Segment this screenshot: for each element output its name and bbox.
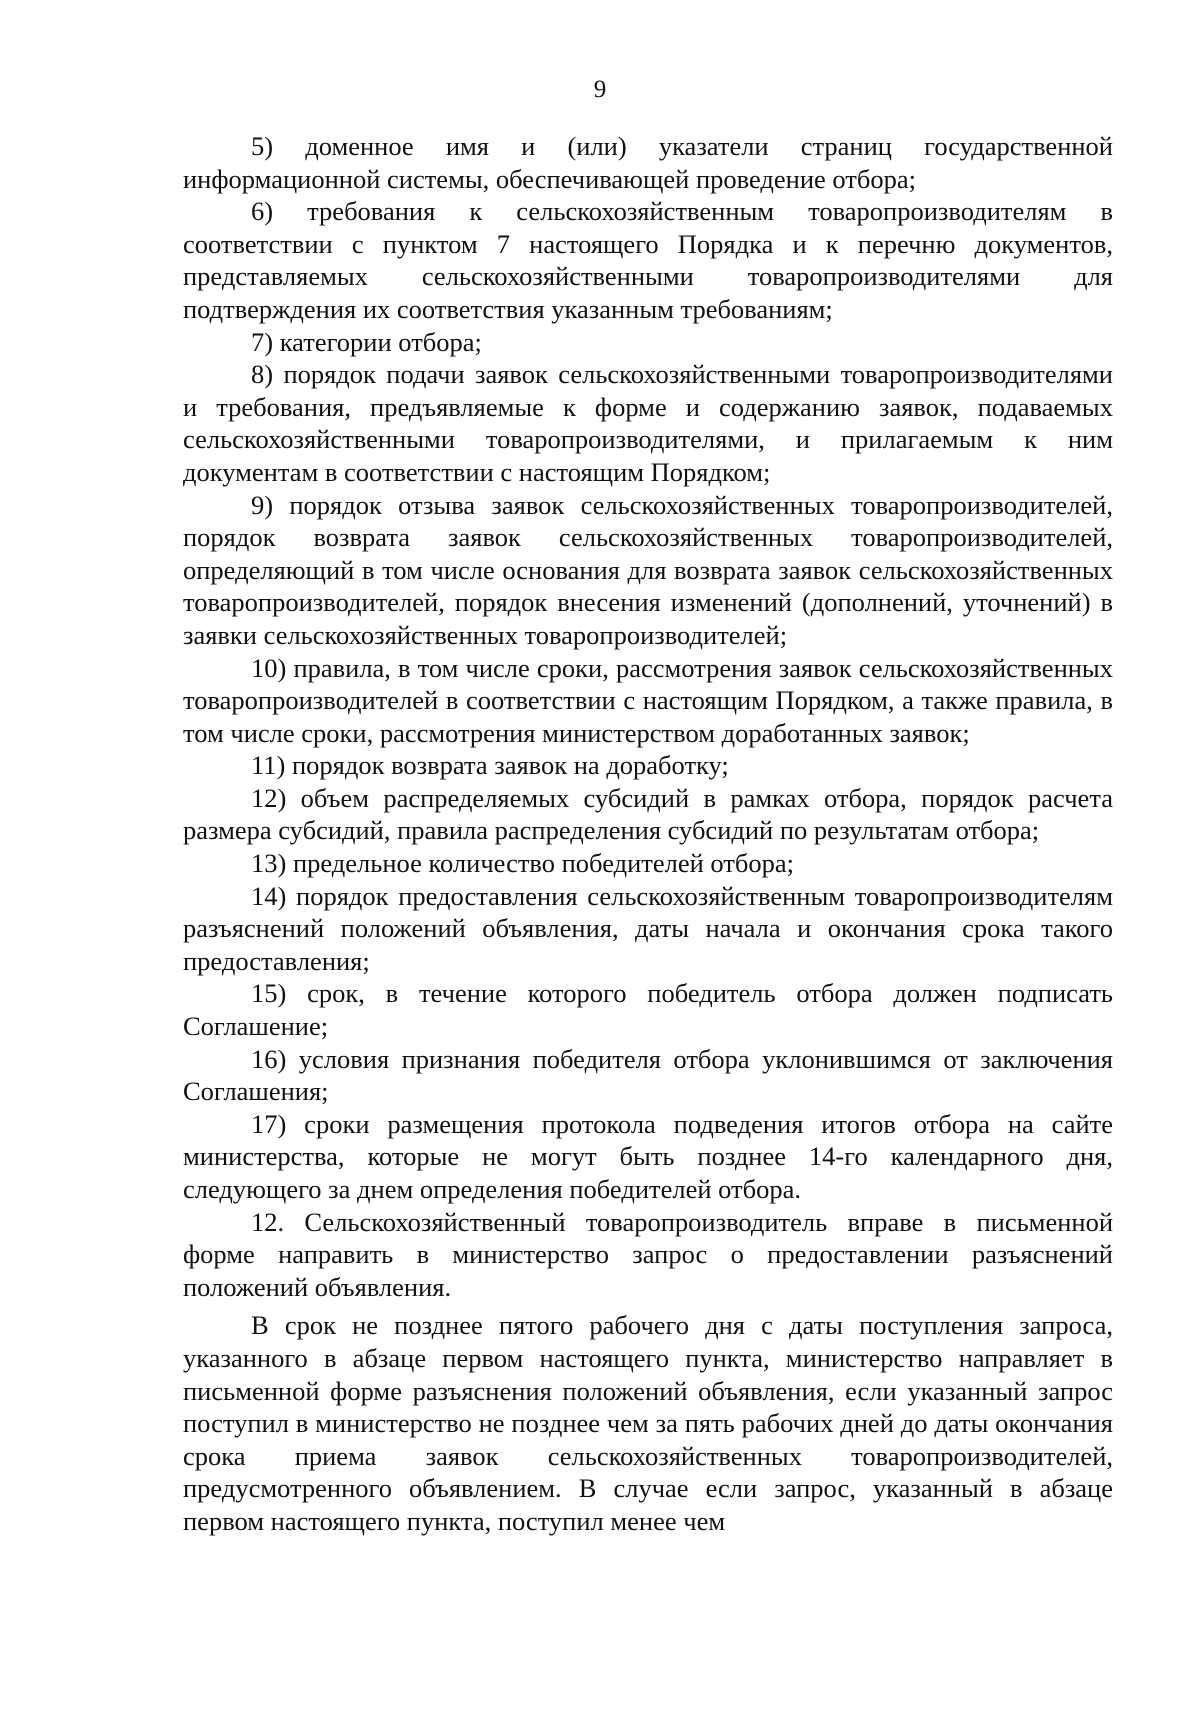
- list-item-12: 12) объем распределяемых субсидий в рамках отбора, порядок расчета размера субсидий, правила распределения субсидий по результатам отбора;: [183, 782, 1113, 846]
- list-item-13: 13) предельное количество победителей отбора;: [251, 848, 794, 879]
- list-item-16: 16) условия признания победителя отбора уклонившимся от заключения Соглашения;: [183, 1043, 1113, 1107]
- list-item-11: 11) порядок возврата заявок на доработку;: [251, 750, 729, 781]
- list-item-9: 9) порядок отзыва заявок сельскохозяйственных товаропроизводителей, порядок возврата заявок сельскохозяйственных товаропроизводителей, определяющий в том числе основания для возврата заявок сельскохозяйственных товаропроизводителей, порядок внесения изменений (дополнений, уточнений) в заявки сельскохозяйственных товаропроизводителей;: [183, 489, 1113, 650]
- list-item-15: 15) срок, в течение которого победитель отбора должен подписать Соглашение;: [183, 978, 1113, 1042]
- list-item-7: 7) категории отбора;: [251, 326, 482, 357]
- list-item-6: 6) требования к сельскохозяйственным товаропроизводителям в соответствии с пунктом 7 настоящего Порядка и к перечню документов, представляемых сельскохозяйственными товаропроизводителями для подтверждения их соответствия указанным требованиям;: [183, 196, 1113, 324]
- list-item-5: 5) доменное имя и (или) указатели страниц государственной информационной системы, обеспечивающей проведение отбора;: [183, 131, 1113, 194]
- section-12-paragraph: 12. Сельскохозяйственный товаропроизводитель вправе в письменной форме направить в министерство запрос о предоставлении разъяснений положений объявления.: [183, 1206, 1113, 1302]
- list-item-8: 8) порядок подачи заявок сельскохозяйственными товаропроизводителями и требования, предъявляемые к форме и содержанию заявок, подаваемых сельскохозяйственными товаропроизводителями, и прилагаемым к ним документам в соответствии с настоящим Порядком;: [183, 359, 1113, 487]
- list-item-14: 14) порядок предоставления сельскохозяйственным товаропроизводителям разъяснений положений объявления, даты начала и окончания срока такого предоставления;: [183, 880, 1113, 976]
- list-item-17: 17) сроки размещения протокола подведения итогов отбора на сайте министерства, которые не могут быть позднее 14-го календарного дня, следующего за днем определения победителей отбора.: [183, 1108, 1113, 1204]
- page-number: 9: [593, 76, 607, 103]
- list-item-10: 10) правила, в том числе сроки, рассмотрения заявок сельскохозяйственных товаропроизводителей в соответствии с настоящим Порядком, а также правила, в том числе сроки, рассмотрения министерством доработанных заявок;: [183, 652, 1113, 748]
- document-body: [183, 130, 1113, 1538]
- section-12-continuation: В срок не позднее пятого рабочего дня с даты поступления запроса, указанного в абзаце первом настоящего пункта, министерство направляет в письменной форме разъяснения положений объявления, если указанный запрос поступил в министерство не позднее чем за пять рабочих дней до даты окончания срока приема заявок сельскохозяйственных товаропроизводителей, предусмотренного объявлением. В случае если запрос, указанный в абзаце первом настоящего пункта, поступил менее чем: [183, 1310, 1113, 1536]
